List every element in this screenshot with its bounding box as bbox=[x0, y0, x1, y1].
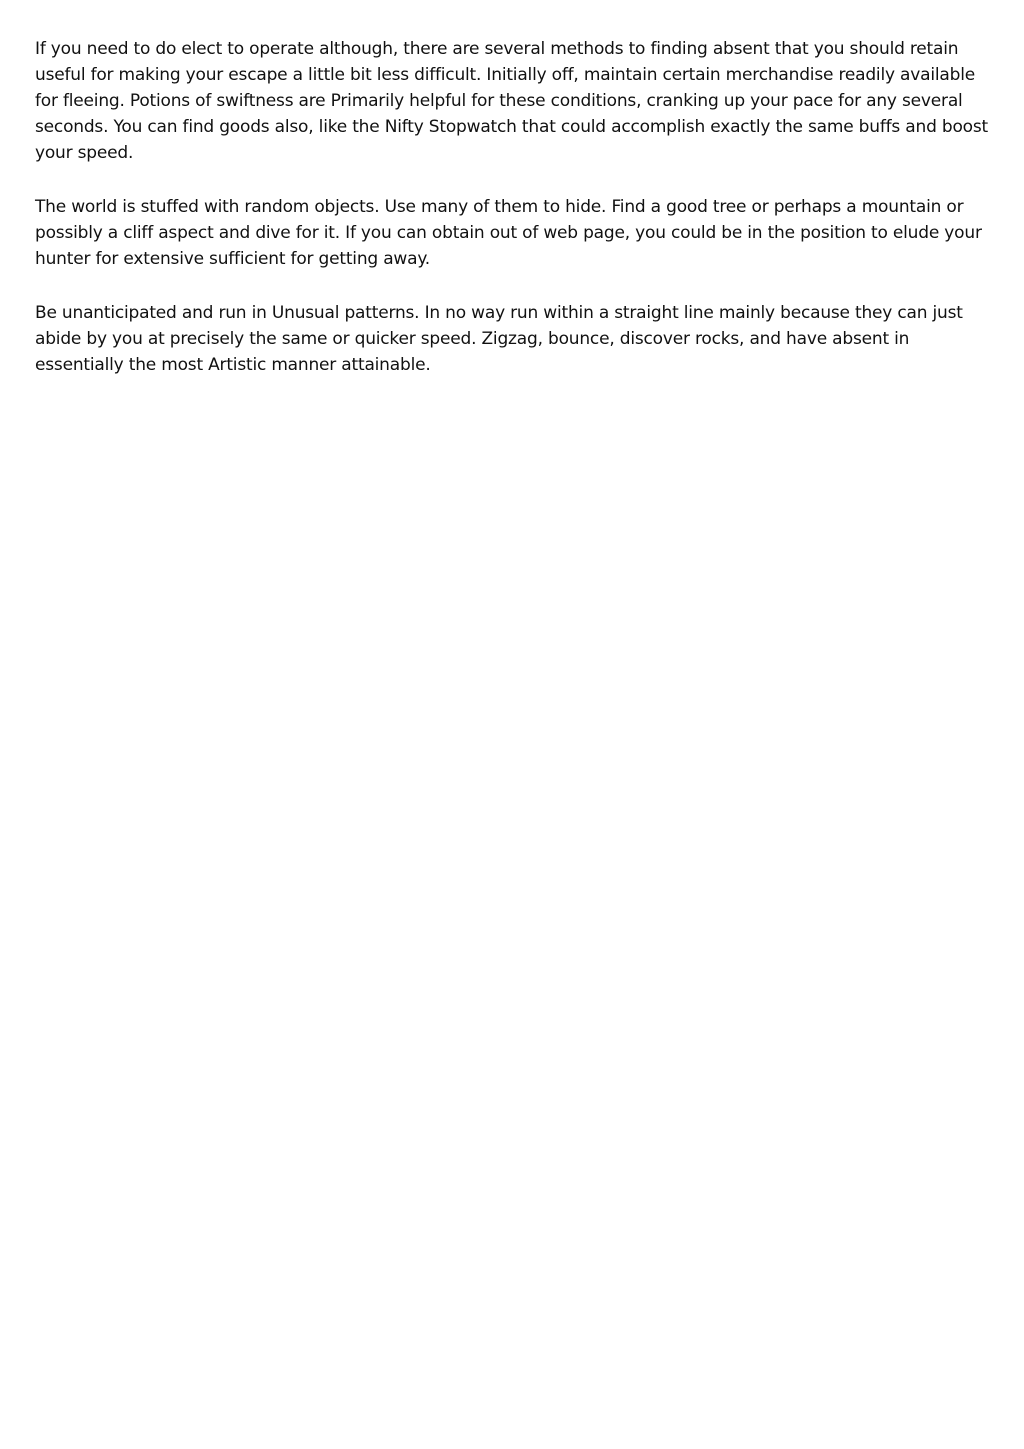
paragraph-hide-objects: The world is stuffed with random objects. Use many of them to hide. Find a good tree or perhaps a mountain or possibly a cliff aspect and dive for it. If you can obtain out of web page, you could be in the position to elude your hunter for extensive sufficient for getting away. bbox=[35, 197, 982, 269]
paragraph-unusual-patterns: Be unanticipated and run in Unusual patterns. In no way run within a straight line mainly because they can just abide by you at precisely the same or quicker speed. Zigzag, bounce, discover rocks, and have absent in essentially the most Artistic manner attainable. bbox=[35, 303, 963, 375]
document-page bbox=[35, 36, 995, 406]
paragraph-escape-methods: If you need to do elect to operate although, there are several methods to finding absent that you should retain useful for making your escape a little bit less difficult. Initially off, maintain certain merchandise readily available for fleeing. Potions of swiftness are Primarily helpful for these conditions, cranking up your pace for any several seconds. You can find goods also, like the Nifty Stopwatch that could accomplish exactly the same buffs and boost your speed. bbox=[35, 39, 988, 163]
